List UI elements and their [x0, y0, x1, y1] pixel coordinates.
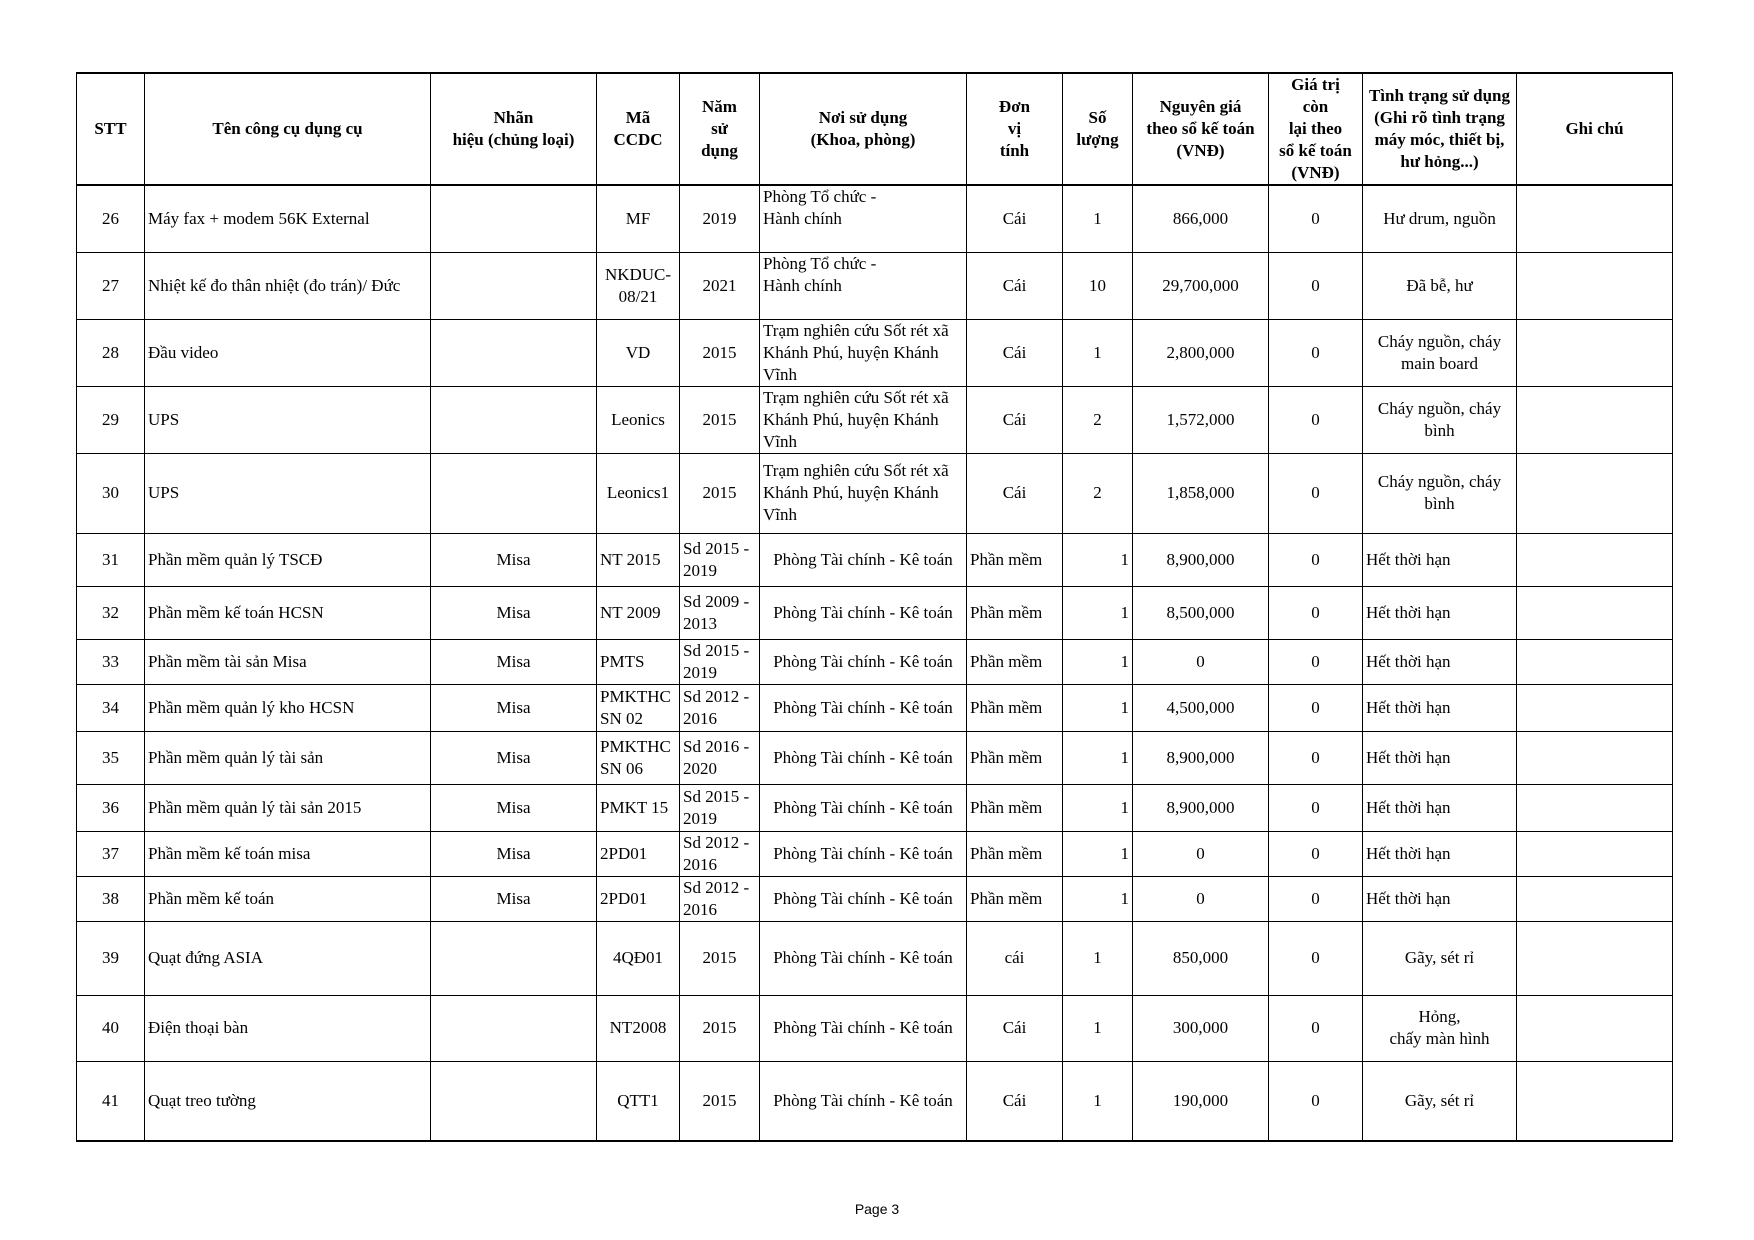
inventory-table — [76, 72, 1673, 1142]
table-row — [77, 731, 1673, 784]
cell-stt: 31 — [77, 533, 145, 586]
cell-code: PMKTHC SN 06 — [597, 731, 680, 784]
cell-cost: 1,572,000 — [1133, 386, 1269, 453]
cell-note — [1517, 453, 1673, 533]
cell-status: Hết thời hạn — [1363, 586, 1517, 639]
table-row — [77, 995, 1673, 1061]
cell-status: Hỏng, chấy màn hình — [1363, 995, 1517, 1061]
cell-cost: 850,000 — [1133, 921, 1269, 995]
cell-year: 2019 — [680, 185, 760, 252]
cell-name: Quạt đứng ASIA — [145, 921, 431, 995]
cell-code: VD — [597, 319, 680, 386]
cell-stt: 33 — [77, 639, 145, 684]
cell-brand: Misa — [431, 784, 597, 831]
header-place: Nơi sử dụng (Khoa, phòng) — [760, 73, 967, 185]
cell-unit: Cái — [967, 386, 1063, 453]
cell-cost: 1,858,000 — [1133, 453, 1269, 533]
cell-residual: 0 — [1269, 995, 1363, 1061]
cell-unit: cái — [967, 921, 1063, 995]
header-note: Ghi chú — [1517, 73, 1673, 185]
cell-qty: 1 — [1063, 876, 1133, 921]
cell-status: Đã bễ, hư — [1363, 252, 1517, 319]
cell-note — [1517, 684, 1673, 731]
table-row — [77, 586, 1673, 639]
cell-status: Cháy nguồn, cháy main board — [1363, 319, 1517, 386]
cell-code: NT 2009 — [597, 586, 680, 639]
cell-status: Hết thời hạn — [1363, 639, 1517, 684]
cell-status: Hết thời hạn — [1363, 831, 1517, 876]
cell-stt: 37 — [77, 831, 145, 876]
cell-brand: Misa — [431, 586, 597, 639]
header-cost: Nguyên giá theo sổ kế toán (VNĐ) — [1133, 73, 1269, 185]
cell-residual: 0 — [1269, 921, 1363, 995]
cell-stt: 26 — [77, 185, 145, 252]
cell-stt: 28 — [77, 319, 145, 386]
cell-place: Phòng Tài chính - Kê toán — [760, 533, 967, 586]
cell-brand — [431, 386, 597, 453]
cell-stt: 40 — [77, 995, 145, 1061]
cell-cost: 8,900,000 — [1133, 731, 1269, 784]
cell-unit: Phần mềm — [967, 731, 1063, 784]
cell-qty: 1 — [1063, 784, 1133, 831]
cell-code: Leonics1 — [597, 453, 680, 533]
cell-year: Sd 2012 - 2016 — [680, 876, 760, 921]
cell-stt: 30 — [77, 453, 145, 533]
table-row — [77, 185, 1673, 252]
header-row — [77, 73, 1673, 185]
cell-name: UPS — [145, 386, 431, 453]
cell-qty: 1 — [1063, 921, 1133, 995]
cell-year: Sd 2012 - 2016 — [680, 831, 760, 876]
cell-name: Phần mềm quản lý tài sản — [145, 731, 431, 784]
cell-status: Cháy nguồn, cháy bình — [1363, 386, 1517, 453]
cell-name: Phần mềm quản lý kho HCSN — [145, 684, 431, 731]
cell-year: Sd 2015 - 2019 — [680, 533, 760, 586]
cell-code: MF — [597, 185, 680, 252]
cell-place: Phòng Tài chính - Kê toán — [760, 639, 967, 684]
cell-brand: Misa — [431, 684, 597, 731]
cell-unit: Cái — [967, 995, 1063, 1061]
header-year: Năm sử dụng — [680, 73, 760, 185]
cell-code: NT2008 — [597, 995, 680, 1061]
header-unit: Đơn vị tính — [967, 73, 1063, 185]
cell-note — [1517, 831, 1673, 876]
table-row — [77, 784, 1673, 831]
cell-stt: 41 — [77, 1061, 145, 1141]
cell-unit: Phần mềm — [967, 684, 1063, 731]
cell-brand — [431, 921, 597, 995]
cell-residual: 0 — [1269, 386, 1363, 453]
cell-brand — [431, 453, 597, 533]
cell-brand — [431, 319, 597, 386]
cell-cost: 4,500,000 — [1133, 684, 1269, 731]
cell-name: Phần mềm kế toán misa — [145, 831, 431, 876]
cell-brand — [431, 1061, 597, 1141]
cell-place: Phòng Tài chính - Kê toán — [760, 831, 967, 876]
cell-unit: Cái — [967, 453, 1063, 533]
cell-place: Trạm nghiên cứu Sốt rét xã Khánh Phú, huyện Khánh Vĩnh — [760, 386, 967, 453]
cell-note — [1517, 876, 1673, 921]
cell-note — [1517, 1061, 1673, 1141]
cell-name: Máy fax + modem 56K External — [145, 185, 431, 252]
cell-name: Phần mềm kế toán HCSN — [145, 586, 431, 639]
cell-cost: 190,000 — [1133, 1061, 1269, 1141]
cell-place: Phòng Tài chính - Kê toán — [760, 784, 967, 831]
cell-year: Sd 2009 - 2013 — [680, 586, 760, 639]
cell-unit: Phần mềm — [967, 639, 1063, 684]
cell-status: Hết thời hạn — [1363, 731, 1517, 784]
cell-qty: 1 — [1063, 1061, 1133, 1141]
table-row — [77, 319, 1673, 386]
cell-code: 2PD01 — [597, 876, 680, 921]
cell-name: Phần mềm kế toán — [145, 876, 431, 921]
cell-year: Sd 2016 - 2020 — [680, 731, 760, 784]
cell-note — [1517, 319, 1673, 386]
cell-year: Sd 2015 - 2019 — [680, 639, 760, 684]
cell-cost: 0 — [1133, 876, 1269, 921]
cell-qty: 1 — [1063, 731, 1133, 784]
cell-qty: 2 — [1063, 453, 1133, 533]
cell-place: Phòng Tài chính - Kê toán — [760, 586, 967, 639]
cell-year: 2015 — [680, 319, 760, 386]
cell-status: Hết thời hạn — [1363, 876, 1517, 921]
table-row — [77, 386, 1673, 453]
cell-qty: 1 — [1063, 831, 1133, 876]
table-row — [77, 252, 1673, 319]
cell-status: Gãy, sét rỉ — [1363, 1061, 1517, 1141]
cell-name: Nhiệt kế đo thân nhiệt (đo trán)/ Đức — [145, 252, 431, 319]
cell-residual: 0 — [1269, 185, 1363, 252]
cell-note — [1517, 731, 1673, 784]
table-row — [77, 876, 1673, 921]
cell-brand: Misa — [431, 731, 597, 784]
cell-status: Hết thời hạn — [1363, 533, 1517, 586]
cell-place: Trạm nghiên cứu Sốt rét xã Khánh Phú, huyện Khánh Vĩnh — [760, 453, 967, 533]
cell-place: Phòng Tài chính - Kê toán — [760, 684, 967, 731]
cell-unit: Phần mềm — [967, 533, 1063, 586]
cell-status: Hư drum, nguồn — [1363, 185, 1517, 252]
cell-place: Phòng Tổ chức - Hành chính — [760, 185, 967, 252]
cell-residual: 0 — [1269, 453, 1363, 533]
cell-place: Phòng Tài chính - Kê toán — [760, 995, 967, 1061]
cell-stt: 39 — [77, 921, 145, 995]
table-row — [77, 921, 1673, 995]
cell-brand: Misa — [431, 533, 597, 586]
cell-qty: 10 — [1063, 252, 1133, 319]
table-row — [77, 533, 1673, 586]
cell-residual: 0 — [1269, 586, 1363, 639]
cell-note — [1517, 921, 1673, 995]
cell-note — [1517, 639, 1673, 684]
cell-year: 2021 — [680, 252, 760, 319]
cell-qty: 1 — [1063, 185, 1133, 252]
cell-name: Phần mềm quản lý tài sản 2015 — [145, 784, 431, 831]
cell-brand: Misa — [431, 876, 597, 921]
cell-status: Hết thời hạn — [1363, 684, 1517, 731]
cell-cost: 300,000 — [1133, 995, 1269, 1061]
cell-code: PMKTHC SN 02 — [597, 684, 680, 731]
cell-residual: 0 — [1269, 639, 1363, 684]
cell-cost: 8,500,000 — [1133, 586, 1269, 639]
cell-stt: 34 — [77, 684, 145, 731]
cell-stt: 27 — [77, 252, 145, 319]
cell-qty: 1 — [1063, 639, 1133, 684]
cell-unit: Phần mềm — [967, 784, 1063, 831]
cell-residual: 0 — [1269, 252, 1363, 319]
cell-residual: 0 — [1269, 731, 1363, 784]
cell-cost: 8,900,000 — [1133, 533, 1269, 586]
cell-unit: Phần mềm — [967, 831, 1063, 876]
cell-place: Phòng Tài chính - Kê toán — [760, 876, 967, 921]
cell-unit: Cái — [967, 252, 1063, 319]
cell-brand — [431, 185, 597, 252]
cell-residual: 0 — [1269, 831, 1363, 876]
cell-note — [1517, 586, 1673, 639]
cell-qty: 1 — [1063, 533, 1133, 586]
cell-stt: 36 — [77, 784, 145, 831]
header-qty: Số lượng — [1063, 73, 1133, 185]
table-row — [77, 453, 1673, 533]
cell-unit: Cái — [967, 185, 1063, 252]
cell-note — [1517, 386, 1673, 453]
cell-status: Cháy nguồn, cháy bình — [1363, 453, 1517, 533]
cell-residual: 0 — [1269, 533, 1363, 586]
cell-unit: Cái — [967, 319, 1063, 386]
cell-code: PMTS — [597, 639, 680, 684]
cell-year: Sd 2012 - 2016 — [680, 684, 760, 731]
cell-place: Trạm nghiên cứu Sốt rét xã Khánh Phú, huyện Khánh Vĩnh — [760, 319, 967, 386]
cell-note — [1517, 185, 1673, 252]
cell-place: Phòng Tài chính - Kê toán — [760, 1061, 967, 1141]
header-brand: Nhãn hiệu (chủng loại) — [431, 73, 597, 185]
cell-cost: 0 — [1133, 639, 1269, 684]
table-row — [77, 1061, 1673, 1141]
cell-code: 2PD01 — [597, 831, 680, 876]
cell-qty: 1 — [1063, 684, 1133, 731]
page-footer: Page 3 — [854, 1201, 900, 1217]
cell-residual: 0 — [1269, 684, 1363, 731]
header-name: Tên công cụ dụng cụ — [145, 73, 431, 185]
cell-year: 2015 — [680, 453, 760, 533]
table-row — [77, 684, 1673, 731]
cell-name: Quạt treo tường — [145, 1061, 431, 1141]
table-row — [77, 639, 1673, 684]
cell-stt: 35 — [77, 731, 145, 784]
cell-residual: 0 — [1269, 784, 1363, 831]
cell-year: 2015 — [680, 386, 760, 453]
cell-brand — [431, 995, 597, 1061]
cell-year: 2015 — [680, 1061, 760, 1141]
cell-qty: 1 — [1063, 995, 1133, 1061]
cell-name: UPS — [145, 453, 431, 533]
cell-note — [1517, 252, 1673, 319]
cell-status: Hết thời hạn — [1363, 784, 1517, 831]
cell-unit: Phần mềm — [967, 876, 1063, 921]
cell-cost: 2,800,000 — [1133, 319, 1269, 386]
cell-stt: 29 — [77, 386, 145, 453]
cell-brand — [431, 252, 597, 319]
cell-residual: 0 — [1269, 876, 1363, 921]
cell-code: 4QĐ01 — [597, 921, 680, 995]
cell-qty: 2 — [1063, 386, 1133, 453]
header-status: Tình trạng sử dụng (Ghi rõ tình trạng máy móc, thiết bị, hư hỏng...) — [1363, 73, 1517, 185]
cell-name: Điện thoại bàn — [145, 995, 431, 1061]
cell-place: Phòng Tổ chức - Hành chính — [760, 252, 967, 319]
cell-code: PMKT 15 — [597, 784, 680, 831]
header-residual: Giá trị còn lại theo sổ kế toán (VNĐ) — [1269, 73, 1363, 185]
cell-code: QTT1 — [597, 1061, 680, 1141]
cell-name: Phần mềm quản lý TSCĐ — [145, 533, 431, 586]
cell-place: Phòng Tài chính - Kê toán — [760, 731, 967, 784]
cell-stt: 38 — [77, 876, 145, 921]
cell-stt: 32 — [77, 586, 145, 639]
cell-year: 2015 — [680, 995, 760, 1061]
header-stt: STT — [77, 73, 145, 185]
cell-qty: 1 — [1063, 586, 1133, 639]
cell-unit: Cái — [967, 1061, 1063, 1141]
cell-place: Phòng Tài chính - Kê toán — [760, 921, 967, 995]
header-code: Mã CCDC — [597, 73, 680, 185]
cell-code: NKDUC- 08/21 — [597, 252, 680, 319]
cell-unit: Phần mềm — [967, 586, 1063, 639]
cell-year: 2015 — [680, 921, 760, 995]
cell-status: Gãy, sét rỉ — [1363, 921, 1517, 995]
cell-note — [1517, 784, 1673, 831]
cell-cost: 29,700,000 — [1133, 252, 1269, 319]
cell-cost: 866,000 — [1133, 185, 1269, 252]
cell-brand: Misa — [431, 639, 597, 684]
cell-cost: 0 — [1133, 831, 1269, 876]
table-row — [77, 831, 1673, 876]
cell-year: Sd 2015 - 2019 — [680, 784, 760, 831]
cell-residual: 0 — [1269, 319, 1363, 386]
cell-qty: 1 — [1063, 319, 1133, 386]
cell-code: NT 2015 — [597, 533, 680, 586]
cell-code: Leonics — [597, 386, 680, 453]
cell-name: Phần mềm tài sản Misa — [145, 639, 431, 684]
cell-note — [1517, 995, 1673, 1061]
cell-cost: 8,900,000 — [1133, 784, 1269, 831]
cell-name: Đầu video — [145, 319, 431, 386]
cell-note — [1517, 533, 1673, 586]
cell-brand: Misa — [431, 831, 597, 876]
cell-residual: 0 — [1269, 1061, 1363, 1141]
